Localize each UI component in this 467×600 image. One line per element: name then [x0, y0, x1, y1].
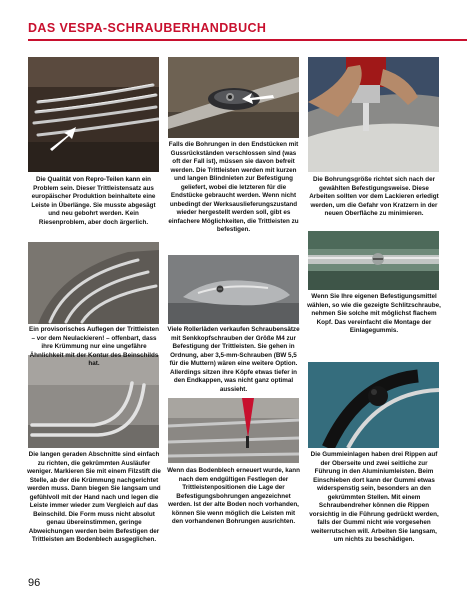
caption-test-fit: Ein provisorisches Auflegen der Trittleisten – vor dem Neulackieren! – offenbart, dass ihre Krümmung nur eine ungefähre Ähnlichkeit mit der Kontur des Beinschilds hat.: [29, 326, 159, 367]
photo-trim-strips: [28, 57, 159, 172]
caption-drill-size: Die Bohrungsgröße richtet sich nach der gewählten Befestigungsweise. Diese Arbeiten sollten vor dem Lackieren erledigt werden, um die Gefahr von Kratzern in der neuen Oberfläche zu minimieren.: [309, 176, 439, 217]
caption-straighten: Die langen geraden Abschnitte sind einfach zu richten, die gekrümmten Ausläufer weniger. Markieren Sie mit einem Filzstift die Stelle, ab der die Krümmung nachgerichtet werden muss. Dann biegen Sie langsam und gefühlvoll mit der Hand nach und legen die Leiste immer wieder zum Vergleich auf das Beinschild. Die Form muss nicht absolut genau übereinstimmen, geringe Abweichungen werden beim Befestigen der Trittleisten am Bodenblech ausgeglichen.: [27, 451, 161, 543]
photo-rubber-insert: [308, 362, 439, 448]
photo-slotted-screw: [308, 231, 439, 290]
photo-drilling: [308, 57, 439, 172]
caption-flat-head: Wenn Sie Ihre eigenen Befestigungsmittel wählen, so wie die gezeigte Schlitzschraube, nehmen Sie solche mit möglichst flachem Kopf. Das vereinfacht die Montage der Einlagegummis.: [307, 293, 441, 334]
caption-repro-quality: Die Qualität von Repro-Teilen kann ein Problem sein. Dieser Trittleistensatz aus europäischer Produktion beinhaltete eine Leiste in Überlänge. Sie musste abgesägt und neu gebohrt werden. Kein Riesenproblem, aber doch ärgerlich.: [31, 176, 156, 226]
photo-end-cap: [168, 57, 299, 138]
caption-rubber-inserts: Die Gummieinlagen haben drei Rippen auf der Oberseite und zwei seitliche zur Führung in den Aluminiumleisten. Beim Einschieben dort kann der Gummi etwas widerspenstig sein, besonders an den gekrümmten Stellen. Mit einem Schraubendreher können die Rippen vorsichtig in die Führung gedrückt werden, falls der Gummi nicht wie vorgesehen weiterrutschen will. Arbeiten Sie langsam, um nichts zu beschädigen.: [309, 451, 439, 543]
page-header: [28, 20, 467, 41]
caption-screw-sets: Viele Rollerläden verkaufen Schraubensätze mit Senkkopfschrauben der Größe M4 zur Befestigung der Trittleisten. Sie gehen in Ordnung, aber 3,5-mm-Schrauben (BW 5,5 für die Muttern) wären eine weitere Option. Allerdings sitzen ihre Köpfe etwas tiefer in den Endkappen, was nicht ganz optimal aussieht.: [167, 326, 300, 393]
page-title: DAS VESPA-SCHRAUBERHANDBUCH: [28, 21, 267, 35]
photo-marking-holes: [168, 398, 299, 463]
page-number: 96: [28, 577, 41, 589]
photo-screw-kit: [168, 255, 299, 324]
caption-mark-holes: Wenn das Bodenblech erneuert wurde, kann nach dem endgültigen Festlegen der Trittleistenpositionen die Lage der Befestigungsbohrungen angezeichnet werden. Ist der alte Boden noch vorhanden, können Sie wenn möglich die Leisten mit den vorhandenen Bohrungen ausrichten.: [167, 467, 300, 525]
photo-test-fitting: [28, 242, 159, 324]
photo-curved-strip: [28, 355, 159, 448]
caption-end-cap-holes: Falls die Bohrungen in den Endstücken mit Gussrückständen verschlossen sind (was oft der Fall ist), müssen sie davon befreit werden. Die Trittleisten werden mit kurzen und langen Blindnieten zur Befestigung geliefert, wobei die letzteren für die Endstücke gebraucht werden. Wenn nicht unbedingt der Werksauslieferungszustand wieder hergestellt werden soll, gibt es einfachere Möglichkeiten, die Trittleisten zu befestigen.: [168, 141, 299, 233]
